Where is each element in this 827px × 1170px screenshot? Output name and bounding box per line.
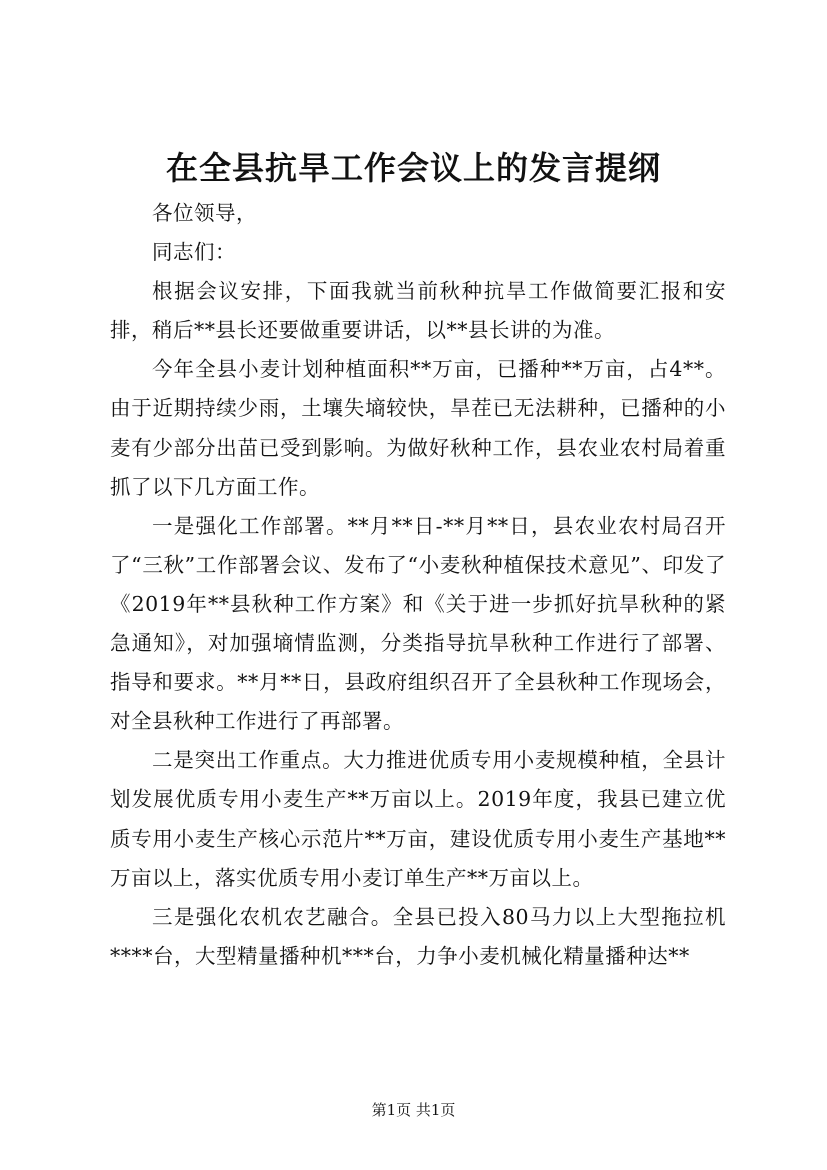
document-title: 在全县抗旱工作会议上的发言提纲 bbox=[165, 149, 661, 187]
paragraph-overview: 今年全县小麦计划种植面积**万亩，已播种**万亩，占4**。由于近期持续少雨，土壤失墒较快，旱茬已无法耕种，已播种的小麦有少部分出苗已受到影响。为做好秋种工作，县农业农村局着重抓了以下几方面工作。 bbox=[110, 357, 726, 499]
paragraph-point-3: 三是强化农机农艺融合。全县已投入80马力以上大型拖拉机****台，大型精量播种机***台，力争小麦机械化精量播种达** bbox=[110, 904, 726, 968]
paragraph-salutation-2: 同志们： bbox=[152, 240, 236, 265]
paragraph-point-2: 二是突出工作重点。大力推进优质专用小麦规模种植，全县计划发展优质专用小麦生产**万亩以上。2019年度，我县已建立优质专用小麦生产核心示范片**万亩，建设优质专用小麦生产基地**万亩以上，落实优质专用小麦订单生产**万亩以上。 bbox=[110, 748, 726, 890]
paragraph-salutation-1: 各位领导， bbox=[152, 201, 257, 225]
document-body bbox=[110, 194, 726, 976]
paragraph-intro: 根据会议安排，下面我就当前秋种抗旱工作做简要汇报和安排，稍后**县长还要做重要讲话，以**县长讲的为准。 bbox=[110, 279, 726, 343]
page-footer: 第1页 共1页 bbox=[371, 1101, 456, 1119]
paragraph-point-1: 一是强化工作部署。**月**日-**月**日，县农业农村局召开了“三秋”工作部署会议、发布了“小麦秋种植保技术意见”、印发了《2019年**县秋种工作方案》和《关于进一步抓好抗旱秋种的紧急通知》，对加强墒情监测，分类指导抗旱秋种工作进行了部署、指导和要求。**月**日，县政府组织召开了全县秋种工作现场会，对全县秋种工作进行了再部署。 bbox=[110, 513, 726, 734]
